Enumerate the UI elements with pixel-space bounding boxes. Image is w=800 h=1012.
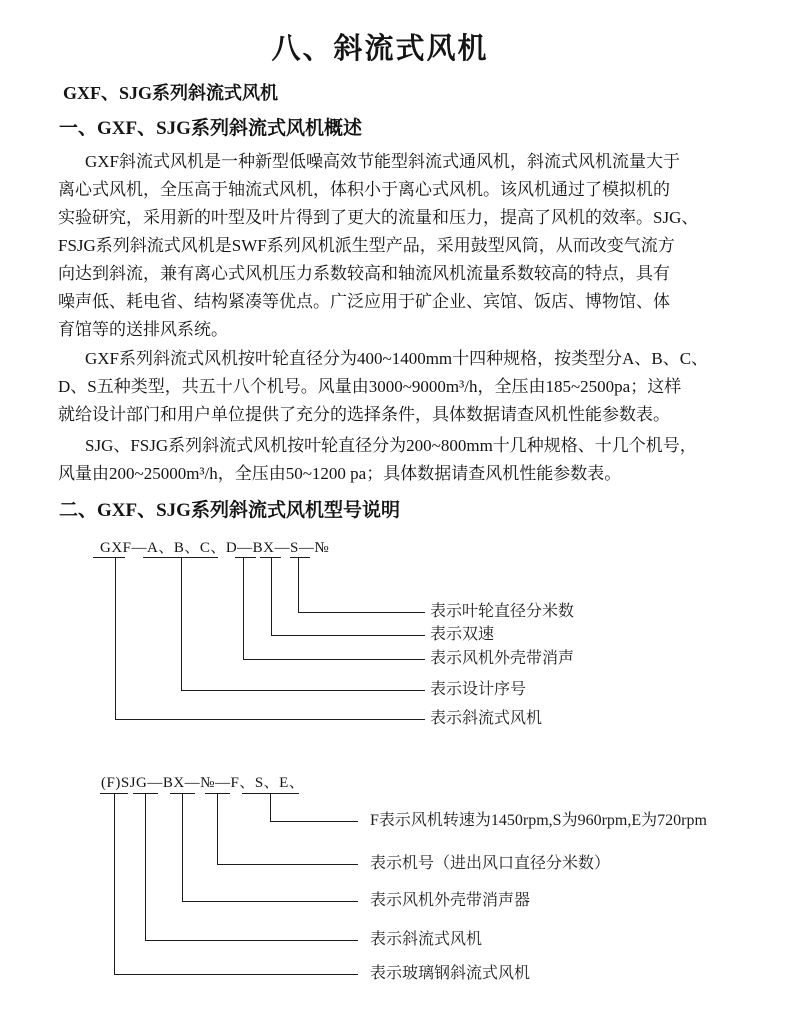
connector-branch <box>243 659 425 660</box>
code-label: 表示设计序号 <box>430 681 527 698</box>
paragraph-line: 向达到斜流，兼有离心式风机压力系数较高和轴流风机流量系数较高的特点，具有 <box>58 264 670 283</box>
paragraph-line: 就给设计部门和用户单位提供了充分的选择条件，具体数据请查风机性能参数表。 <box>58 405 670 424</box>
connector-branch <box>217 864 358 865</box>
connector-branch <box>114 974 358 975</box>
model-code-sjg: (F)SJG—BX—№—F、S、E、 <box>101 775 305 791</box>
paragraph-line: 实验研究，采用新的叶型及叶片得到了更大的流量和压力，提高了风机的效率。SJG、 <box>58 208 699 227</box>
connector-vertical <box>298 558 299 612</box>
paragraph-line: 噪声低、耗电省、结构紧凑等优点。广泛应用于矿企业、宾馆、饭店、博物馆、体 <box>58 292 670 311</box>
paragraph-3 <box>58 432 750 488</box>
connector-vertical <box>114 794 115 974</box>
code-label: 表示风机外壳带消声器 <box>370 892 531 909</box>
connector-branch <box>298 612 425 613</box>
connector-branch <box>145 940 358 941</box>
code-label: 表示风机外壳带消声 <box>430 650 575 667</box>
paragraph-line: GXF系列斜流式风机按叶轮直径分为400~1400mm十四种规格，按类型分A、B、C、 <box>85 349 709 368</box>
connector-branch <box>115 719 425 720</box>
code-label: 表示玻璃钢斜流式风机 <box>370 965 531 982</box>
model-code-gxf: GXF—A、B、C、D—BX—S—№ <box>100 540 330 556</box>
paragraph-2 <box>58 345 750 429</box>
connector-branch <box>271 635 425 636</box>
connector-vertical <box>181 558 182 690</box>
code-label: 表示双速 <box>430 626 495 643</box>
paragraph-line: 风量由200~25000m³/h，全压由50~1200 pa；具体数据请查风机性能参数表。 <box>58 464 622 483</box>
connector-vertical <box>271 558 272 635</box>
connector-vertical <box>182 794 183 901</box>
paragraph-line: 离心式风机，全压高于轴流式风机，体积小于离心式风机。该风机通过了模拟机的 <box>58 180 670 199</box>
page-title: 八、斜流式风机 <box>271 33 489 65</box>
code-underline <box>235 557 256 558</box>
connector-vertical <box>270 794 271 821</box>
paragraph-1 <box>58 148 750 344</box>
connector-branch <box>270 821 358 822</box>
code-label: 表示斜流式风机 <box>430 710 543 727</box>
connector-vertical <box>217 794 218 864</box>
paragraph-line: 育馆等的送排风系统。 <box>58 320 228 339</box>
section1-heading: 一、GXF、SJG系列斜流式风机概述 <box>59 118 362 139</box>
section2-heading: 二、GXF、SJG系列斜流式风机型号说明 <box>59 500 400 521</box>
code-label: 表示斜流式风机 <box>370 931 483 948</box>
paragraph-line: SJG、FSJG系列斜流式风机按叶轮直径分为200~800mm十几种规格、十几个机号， <box>85 436 697 455</box>
series-subtitle: GXF、SJG系列斜流式风机 <box>63 83 279 103</box>
connector-vertical <box>145 794 146 940</box>
paragraph-line: D、S五种类型，共五十八个机号。风量由3000~9000m³/h，全压由185~2500pa；这样 <box>58 377 682 396</box>
code-label: 表示机号（进出风口直径分米数） <box>370 855 611 872</box>
code-label: 表示叶轮直径分米数 <box>430 603 575 620</box>
connector-vertical <box>115 558 116 719</box>
connector-branch <box>182 901 358 902</box>
code-underline <box>290 557 310 558</box>
connector-vertical <box>243 558 244 659</box>
code-underline <box>93 557 125 558</box>
connector-branch <box>181 690 425 691</box>
code-label: F表示风机转速为1450rpm,S为960rpm,E为720rpm <box>370 812 707 829</box>
paragraph-line: FSJG系列斜流式风机是SWF系列风机派生型产品，采用鼓型风筒，从而改变气流方 <box>58 236 675 255</box>
paragraph-line: GXF斜流式风机是一种新型低噪高效节能型斜流式通风机，斜流式风机流量大于 <box>85 152 681 171</box>
